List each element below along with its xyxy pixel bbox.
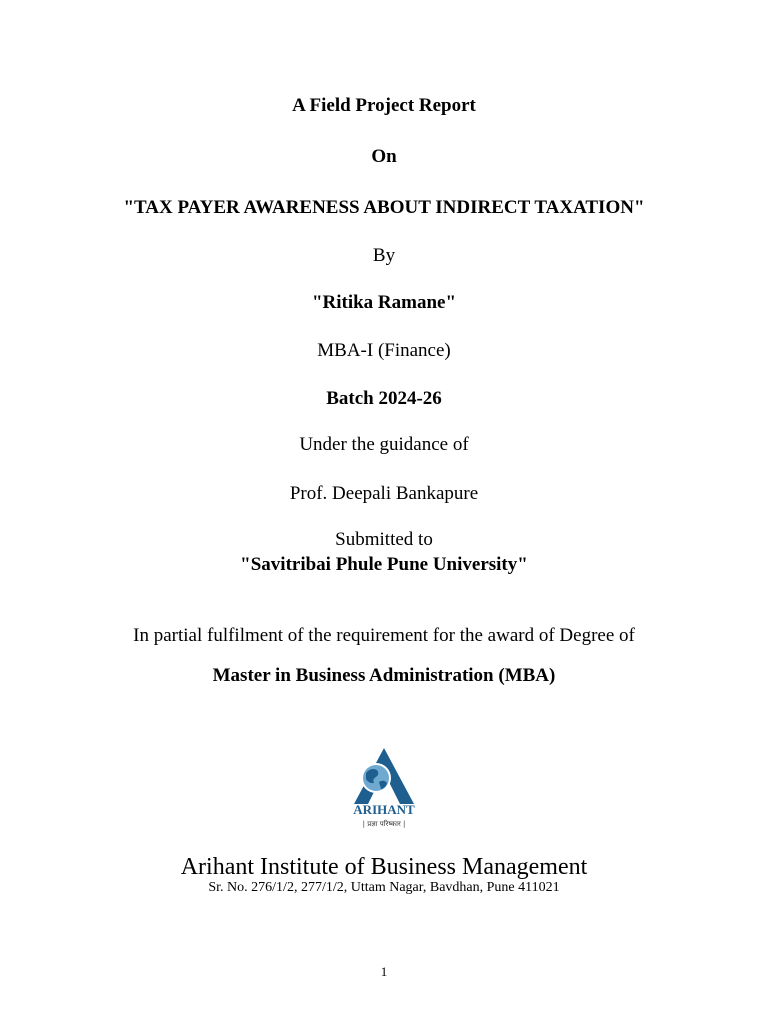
- batch: Batch 2024-26: [326, 388, 442, 409]
- degree-name: Master in Business Administration (MBA): [212, 665, 556, 686]
- report-type: A Field Project Report: [292, 95, 476, 116]
- logo-name: ARIHANT: [353, 802, 415, 817]
- institute-name: Arihant Institute of Business Management: [180, 854, 588, 880]
- report-title: "TAX PAYER AWARENESS ABOUT INDIRECT TAXATION": [123, 197, 645, 218]
- university-name: "Savitribai Phule Pune University": [240, 554, 528, 575]
- page-number: 1: [380, 964, 388, 979]
- institute-address: Sr. No. 276/1/2, 277/1/2, Uttam Nagar, Bavdhan, Pune 411021: [208, 880, 560, 895]
- on-label: On: [371, 146, 397, 167]
- guide-name: Prof. Deepali Bankapure: [289, 483, 479, 504]
- logo-tagline: | प्रज्ञा परिष्कार |: [362, 820, 406, 828]
- fulfilment-text: In partial fulfilment of the requirement for the award of Degree of: [133, 625, 635, 646]
- submitted-label: Submitted to: [335, 529, 433, 550]
- program: MBA-I (Finance): [317, 340, 451, 361]
- arihant-logo: [348, 746, 420, 830]
- guidance-label: Under the guidance of: [299, 434, 469, 455]
- by-label: By: [372, 245, 396, 266]
- author-name: "Ritika Ramane": [311, 292, 457, 313]
